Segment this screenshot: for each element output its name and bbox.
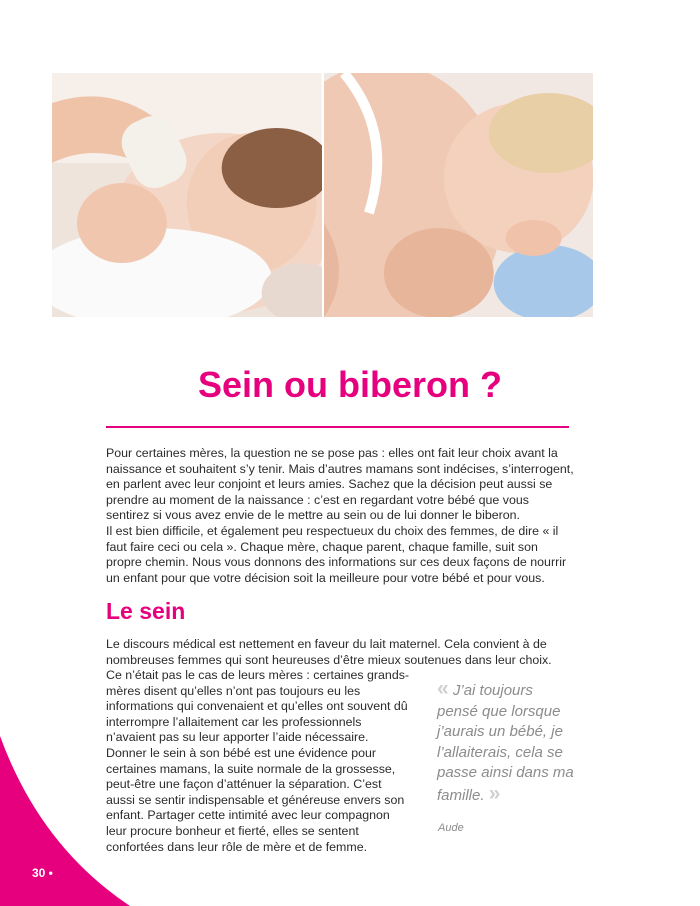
open-quote-mark: « bbox=[437, 677, 449, 700]
page-title: Sein ou biberon ? bbox=[198, 364, 502, 405]
title-divider bbox=[106, 426, 569, 428]
close-quote-mark: » bbox=[488, 781, 501, 805]
corner-decoration bbox=[0, 736, 130, 906]
intro-paragraph: Il est bien difficile, et également peu respectueux du choix des femmes, de dire « il faut faire ceci ou cela ». Chaque mère, chaque parent, chaque famille, suit son propre chemin. Nous vous donnons des informations sur ces deux façons de nourrir un enfant pour que votre décision soit la meilleure pour votre bébé et pour vous. bbox=[106, 523, 567, 585]
pull-quote bbox=[437, 679, 577, 807]
pull-quote-text: J’ai toujours pensé que lorsque j’aurais un bébé, je l’allaiterais, cela se passe ainsi dans ma famille. bbox=[437, 682, 574, 804]
intro-paragraph: Pour certaines mères, la question ne se pose pas : elles ont fait leur choix avant la naissance et souhaitent s’y tenir. Mais d’autres mamans sont indécises, s’interrogent, en parlent avec leur conjoint et leurs amies. Sachez que la décision peut aussi se prendre au moment de la naissance : c’est en regardant votre bébé que vous sentirez si vous avez envie de le mettre au sein ou de lui donner le biberon. bbox=[106, 446, 574, 523]
page-number: 30 • bbox=[32, 866, 53, 880]
section-column-paragraph: Ce n’était pas le cas de leurs mères : certaines grands-mères disent qu’elles n’ont pas toujours eu les informations qui convenaient et qu’elles ont souvent dû interrompre l’allaitement car les professionnels n’avaient pas su leur apporter l’aide nécessaire. Donner le sein à son bébé est une évidence pour certaines mamans, la suite normale de la grossesse, peut-être une façon d’atténuer la séparation. C’est aussi se sentir indispensable et généreuse envers son enfant. Partager cette intimité avec leur compagnon leur procure bonheur et fierté, elles se sentent confortées dans leur rôle de mère et de femme. bbox=[106, 668, 410, 854]
section-paragraph: Le discours médical est nettement en faveur du lait maternel. Cela convient à de nombreuses femmes qui sont heureuses d’être mieux soutenues dans leur choix. bbox=[106, 637, 552, 667]
intro-text bbox=[106, 446, 574, 586]
photo-strip bbox=[52, 73, 593, 317]
photo-bottle-feeding bbox=[52, 73, 322, 317]
quote-author: Aude bbox=[438, 822, 464, 834]
section-title: Le sein bbox=[106, 598, 186, 624]
photo-breast-feeding bbox=[324, 73, 594, 317]
